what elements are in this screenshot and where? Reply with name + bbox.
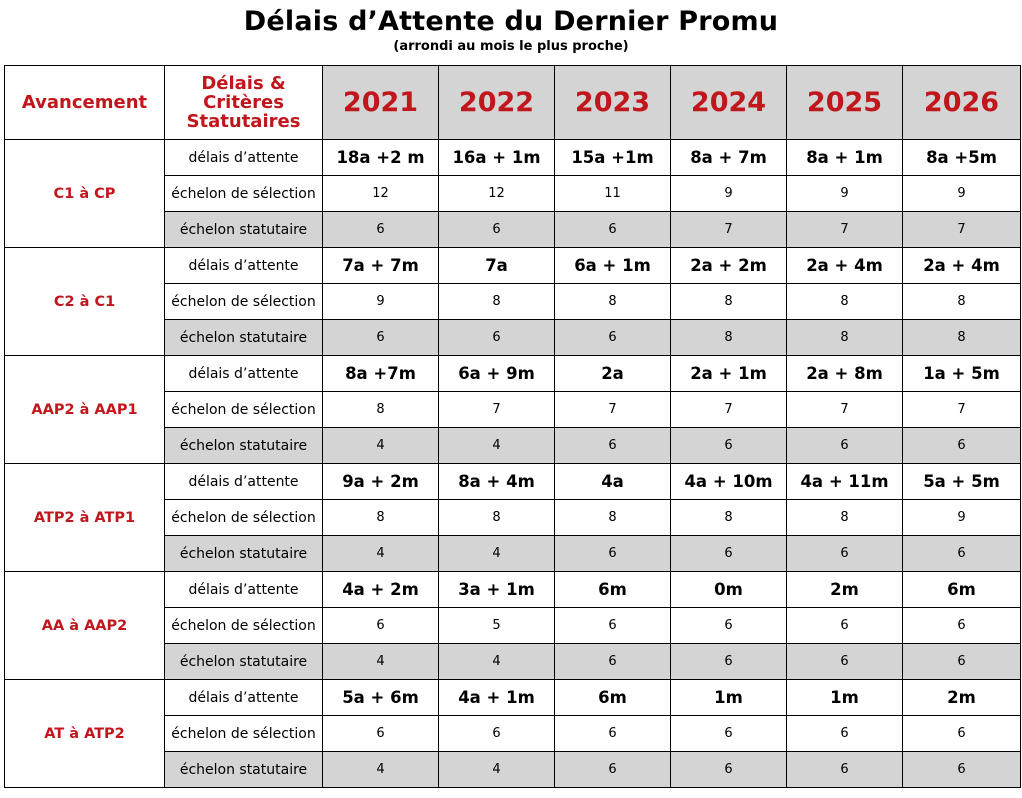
criteria-label: délais d’attente (165, 464, 323, 500)
value-cell: 2a + 4m (787, 248, 903, 284)
value-cell: 2a + 8m (787, 356, 903, 392)
criteria-label: délais d’attente (165, 140, 323, 176)
header-year: 2025 (787, 66, 903, 140)
value-cell: 0m (671, 572, 787, 608)
value-cell: 4 (439, 428, 555, 464)
header-year: 2024 (671, 66, 787, 140)
value-cell: 6 (671, 608, 787, 644)
value-cell: 6 (903, 644, 1021, 680)
value-cell: 7 (787, 212, 903, 248)
value-cell: 8a +7m (323, 356, 439, 392)
value-cell: 9 (903, 176, 1021, 212)
value-cell: 2a + 4m (903, 248, 1021, 284)
value-cell: 7a + 7m (323, 248, 439, 284)
header-year: 2023 (555, 66, 671, 140)
value-cell: 9 (671, 176, 787, 212)
value-cell: 6 (903, 428, 1021, 464)
value-cell: 8 (787, 500, 903, 536)
value-cell: 4 (323, 752, 439, 788)
value-cell: 7 (555, 392, 671, 428)
value-cell: 7 (439, 392, 555, 428)
value-cell: 8 (323, 500, 439, 536)
value-cell: 6 (555, 320, 671, 356)
value-cell: 6 (787, 752, 903, 788)
group-label: C1 à CP (5, 140, 165, 248)
header-criteres: Délais & Critères Statutaires (165, 66, 323, 140)
value-cell: 6 (323, 212, 439, 248)
value-cell: 4a (555, 464, 671, 500)
header-year: 2021 (323, 66, 439, 140)
value-cell: 2m (787, 572, 903, 608)
criteria-label: échelon statutaire (165, 644, 323, 680)
value-cell: 8a + 7m (671, 140, 787, 176)
value-cell: 3a + 1m (439, 572, 555, 608)
value-cell: 4 (439, 752, 555, 788)
value-cell: 8 (671, 320, 787, 356)
value-cell: 7 (903, 392, 1021, 428)
value-cell: 2m (903, 680, 1021, 716)
promotion-delay-table (4, 65, 1021, 788)
value-cell: 6 (439, 716, 555, 752)
group-label: ATP2 à ATP1 (5, 464, 165, 572)
value-cell: 4a + 2m (323, 572, 439, 608)
group-label: C2 à C1 (5, 248, 165, 356)
value-cell: 1m (787, 680, 903, 716)
criteria-label: échelon de sélection (165, 500, 323, 536)
value-cell: 7 (671, 392, 787, 428)
value-cell: 8a +5m (903, 140, 1021, 176)
page-subtitle: (arrondi au mois le plus proche) (393, 39, 629, 54)
delais-row (5, 356, 1021, 392)
value-cell: 6 (439, 320, 555, 356)
header-year: 2026 (903, 66, 1021, 140)
criteria-label: échelon statutaire (165, 428, 323, 464)
value-cell: 18a +2 m (323, 140, 439, 176)
value-cell: 6 (555, 536, 671, 572)
value-cell: 8 (671, 284, 787, 320)
value-cell: 8a + 4m (439, 464, 555, 500)
value-cell: 8 (903, 320, 1021, 356)
value-cell: 9a + 2m (323, 464, 439, 500)
value-cell: 6m (555, 572, 671, 608)
value-cell: 12 (439, 176, 555, 212)
delais-row (5, 464, 1021, 500)
value-cell: 15a +1m (555, 140, 671, 176)
value-cell: 5a + 6m (323, 680, 439, 716)
value-cell: 8 (787, 320, 903, 356)
value-cell: 6 (555, 212, 671, 248)
value-cell: 7a (439, 248, 555, 284)
value-cell: 8 (671, 500, 787, 536)
value-cell: 6 (671, 644, 787, 680)
value-cell: 6 (671, 752, 787, 788)
value-cell: 4 (323, 644, 439, 680)
value-cell: 8 (903, 284, 1021, 320)
criteria-label: échelon statutaire (165, 536, 323, 572)
value-cell: 11 (555, 176, 671, 212)
header-year: 2022 (439, 66, 555, 140)
value-cell: 6 (787, 716, 903, 752)
value-cell: 12 (323, 176, 439, 212)
value-cell: 6 (439, 212, 555, 248)
header-avancement: Avancement (5, 66, 165, 140)
criteria-label: échelon statutaire (165, 752, 323, 788)
value-cell: 6 (323, 320, 439, 356)
value-cell: 6 (323, 716, 439, 752)
value-cell: 8a + 1m (787, 140, 903, 176)
criteria-label: échelon statutaire (165, 320, 323, 356)
value-cell: 6 (787, 428, 903, 464)
value-cell: 4 (439, 536, 555, 572)
value-cell: 8 (439, 500, 555, 536)
value-cell: 6 (787, 536, 903, 572)
value-cell: 4a + 10m (671, 464, 787, 500)
value-cell: 6 (903, 752, 1021, 788)
criteria-label: échelon statutaire (165, 212, 323, 248)
value-cell: 4a + 11m (787, 464, 903, 500)
value-cell: 6m (555, 680, 671, 716)
page-title: Délais d’Attente du Dernier Promu (243, 6, 779, 37)
value-cell: 6 (555, 608, 671, 644)
value-cell: 16a + 1m (439, 140, 555, 176)
value-cell: 6 (903, 716, 1021, 752)
criteria-label: délais d’attente (165, 680, 323, 716)
value-cell: 8 (555, 284, 671, 320)
delais-row (5, 140, 1021, 176)
value-cell: 7 (787, 392, 903, 428)
value-cell: 4 (323, 428, 439, 464)
delais-row (5, 680, 1021, 716)
value-cell: 5a + 5m (903, 464, 1021, 500)
delais-row (5, 248, 1021, 284)
value-cell: 1a + 5m (903, 356, 1021, 392)
value-cell: 6 (903, 536, 1021, 572)
value-cell: 6 (323, 608, 439, 644)
value-cell: 6m (903, 572, 1021, 608)
value-cell: 4 (323, 536, 439, 572)
value-cell: 6 (555, 716, 671, 752)
value-cell: 8 (555, 500, 671, 536)
value-cell: 6 (671, 716, 787, 752)
value-cell: 9 (903, 500, 1021, 536)
value-cell: 5 (439, 608, 555, 644)
group-label: AAP2 à AAP1 (5, 356, 165, 464)
criteria-label: échelon de sélection (165, 284, 323, 320)
criteria-label: délais d’attente (165, 248, 323, 284)
value-cell: 6 (671, 536, 787, 572)
criteria-label: délais d’attente (165, 572, 323, 608)
table-header-row (5, 66, 1021, 140)
value-cell: 7 (671, 212, 787, 248)
value-cell: 4 (439, 644, 555, 680)
criteria-label: échelon de sélection (165, 176, 323, 212)
value-cell: 4a + 1m (439, 680, 555, 716)
value-cell: 6a + 9m (439, 356, 555, 392)
group-label: AT à ATP2 (5, 680, 165, 788)
value-cell: 6 (787, 608, 903, 644)
value-cell: 9 (323, 284, 439, 320)
value-cell: 8 (323, 392, 439, 428)
value-cell: 2a (555, 356, 671, 392)
value-cell: 6 (555, 644, 671, 680)
value-cell: 2a + 1m (671, 356, 787, 392)
criteria-label: échelon de sélection (165, 608, 323, 644)
value-cell: 8 (439, 284, 555, 320)
value-cell: 6 (555, 428, 671, 464)
value-cell: 6a + 1m (555, 248, 671, 284)
value-cell: 9 (787, 176, 903, 212)
value-cell: 6 (555, 752, 671, 788)
value-cell: 2a + 2m (671, 248, 787, 284)
value-cell: 6 (903, 608, 1021, 644)
value-cell: 6 (787, 644, 903, 680)
value-cell: 8 (787, 284, 903, 320)
criteria-label: échelon de sélection (165, 392, 323, 428)
value-cell: 6 (671, 428, 787, 464)
criteria-label: délais d’attente (165, 356, 323, 392)
table-body (5, 140, 1021, 788)
criteria-label: échelon de sélection (165, 716, 323, 752)
delais-row (5, 572, 1021, 608)
value-cell: 1m (671, 680, 787, 716)
group-label: AA à AAP2 (5, 572, 165, 680)
value-cell: 7 (903, 212, 1021, 248)
